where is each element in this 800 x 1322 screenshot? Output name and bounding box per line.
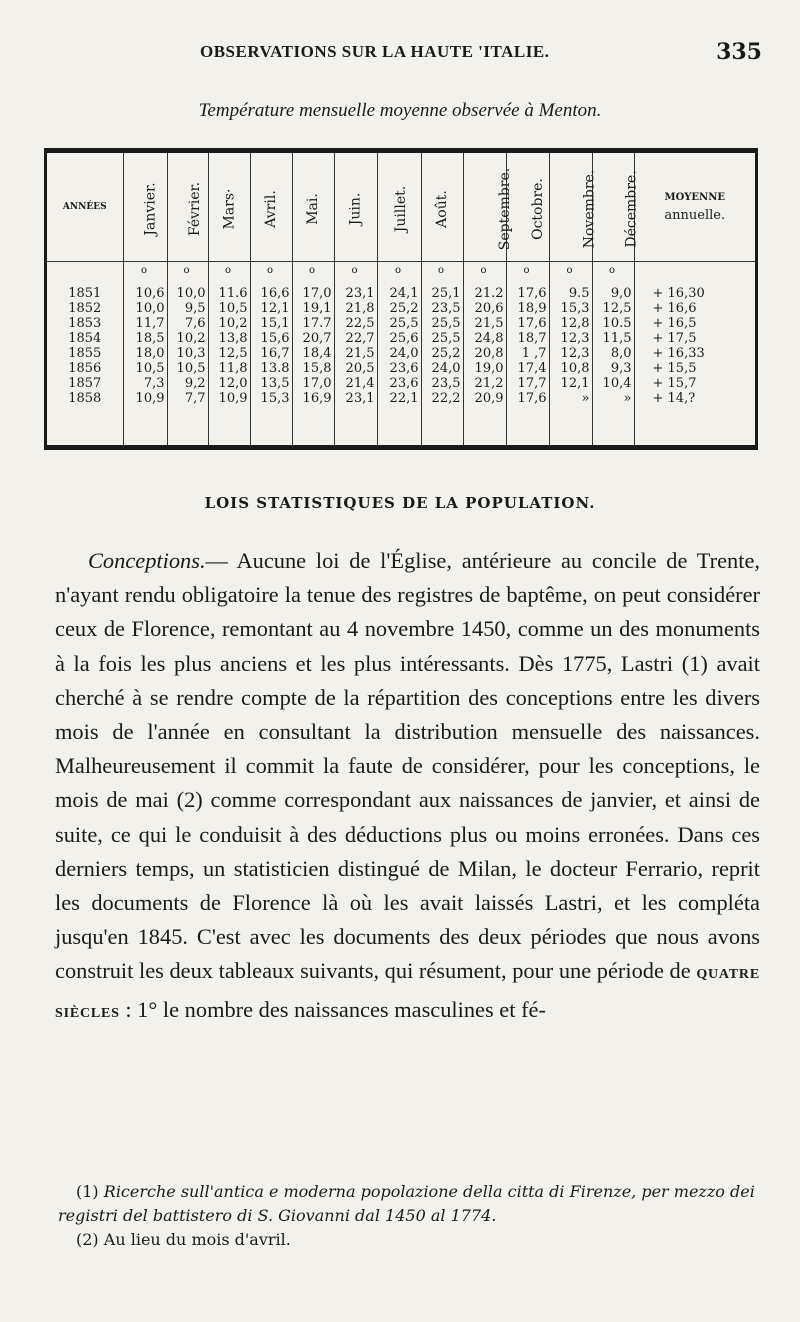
- table-cell: 19,1: [302, 301, 332, 316]
- footnote-1-marker: (1): [76, 1182, 99, 1201]
- mean-column: [634, 278, 755, 445]
- month-column: [292, 278, 334, 445]
- month-column: [377, 278, 421, 445]
- table-cell: 23,6: [389, 376, 419, 391]
- table-cell: 1 ,7: [521, 346, 547, 361]
- table-cell: 25,6: [389, 331, 419, 346]
- table-cell: »: [581, 391, 590, 406]
- table-cell: 24,1: [389, 286, 419, 301]
- table-cell: 20,5: [345, 361, 375, 376]
- table-cell: 17.7: [302, 316, 332, 331]
- table-cell: 25,5: [431, 316, 461, 331]
- page-number: 335: [716, 39, 762, 65]
- table-cell: 7,7: [184, 391, 206, 406]
- table-cell: 10,6: [135, 286, 165, 301]
- month-label: Août.: [433, 189, 450, 228]
- degree-mark: o: [167, 262, 208, 279]
- month-column: [421, 278, 463, 445]
- table-cell: 16,7: [260, 346, 290, 361]
- degree-mark: o: [292, 262, 334, 279]
- table-cell: 22,2: [431, 391, 461, 406]
- footnotes: [58, 1180, 758, 1252]
- month-label: Décembre.: [623, 169, 640, 248]
- month-label: Mars·: [221, 187, 238, 230]
- table-cell: 10,8: [560, 361, 590, 376]
- table-cell: 20,9: [474, 391, 504, 406]
- month-column: [463, 278, 506, 445]
- years-column: [47, 278, 123, 445]
- table-cell: 17,4: [517, 361, 547, 376]
- paragraph-text-2: : 1° le nombre des naissances masculines et fé-: [125, 996, 546, 1022]
- footnote-1-text: Ricerche sull'antica e moderna popolazione della citta di Firenze, per mezzo dei registri del battistero di S. Giovanni dal 1450 al 1774.: [58, 1182, 755, 1225]
- table-cell: 10,0: [176, 286, 206, 301]
- table-cell: 22,1: [389, 391, 419, 406]
- table-cell: 1853: [68, 316, 102, 331]
- table-cell: 9,5: [184, 301, 206, 316]
- table-cell: 15,6: [260, 331, 290, 346]
- table-cell: + 17,5: [652, 331, 697, 346]
- table-cell: 12,1: [560, 376, 590, 391]
- table-cell: 23,5: [431, 301, 461, 316]
- table-cell: 11,5: [602, 331, 632, 346]
- month-label: Avril.: [263, 189, 279, 228]
- month-label: Février.: [186, 181, 203, 236]
- table-cell: + 14,?: [652, 391, 696, 406]
- table-cell: 12,3: [560, 346, 590, 361]
- table-cell: 10,9: [218, 391, 248, 406]
- table-cell: 23,1: [345, 286, 375, 301]
- table-cell: + 16,5: [652, 316, 697, 331]
- table-cell: 10,5: [135, 361, 165, 376]
- month-column-header: [123, 153, 167, 262]
- table-cell: 1855: [68, 346, 102, 361]
- paragraph-text-1: — Aucune loi de l'Église, antérieure au concile de Trente, n'ayant rendu obligatoire la tenue des registres de baptême, on peut considérer ceux de Florence, remontant au 4 novembre 1450, comme un des monuments à la fois les plus anciens et les plus intéressants. Dès 1775, Lastri (1) avait cherché à se rendre compte de la répartition des conceptions entre les divers mois de l'année en consultant la distribution mensuelle des naissances. Malheureusement il commit la faute de considérer, pour les conceptions, le mois de mai (2) comme correspondant aux naissances de janvier, et ainsi de suite, ce qui le conduisit à des déductions plus ou moins erronées. Dans ces derniers temps, un statisticien distingué de Milan, le docteur Ferrario, reprit les documents de Florence là où les avait laissés Lastri, et les compléta jusqu'en 1845. C'est avec les documents des deux périodes que nous avons construit les deux tableaux suivants, qui résument, pour une période de: [55, 548, 760, 984]
- table-cell: 15,3: [560, 301, 590, 316]
- table-cell: 21.2: [474, 286, 504, 301]
- month-column-header: [334, 153, 377, 262]
- month-column-header: [208, 153, 250, 262]
- table-cell: 1858: [68, 391, 102, 406]
- table-cell: 11,8: [218, 361, 248, 376]
- month-column: [334, 278, 377, 445]
- month-label: Juin.: [347, 192, 364, 225]
- degree-mark: o: [549, 262, 592, 279]
- table-cell: 15,3: [260, 391, 290, 406]
- table-cell: 1856: [68, 361, 102, 376]
- table-cell: 18,0: [135, 346, 165, 361]
- body-paragraph: [55, 544, 760, 1031]
- degree-mark: o: [250, 262, 292, 279]
- table-cell: 13,8: [218, 331, 248, 346]
- table-cell: 18,9: [517, 301, 547, 316]
- table-cell: 10,4: [602, 376, 632, 391]
- table-cell: 21,5: [345, 346, 375, 361]
- table-cell: 18,7: [517, 331, 547, 346]
- degree-mark: o: [123, 262, 167, 279]
- month-label: Octobre.: [529, 177, 546, 240]
- table-cell: 9,0: [610, 286, 632, 301]
- table-cell: 13,5: [260, 376, 290, 391]
- temperature-table: [44, 148, 758, 450]
- degree-cell-empty: [47, 262, 123, 279]
- table-cell: 20,6: [474, 301, 504, 316]
- degree-mark: o: [377, 262, 421, 279]
- table-cell: 10,5: [218, 301, 248, 316]
- table-cell: 7,3: [143, 376, 165, 391]
- table-cell: 17,6: [517, 286, 547, 301]
- table-cell: 10,9: [135, 391, 165, 406]
- table-cell: 1851: [68, 286, 102, 301]
- degree-row: [47, 262, 755, 279]
- table-cell: 12,5: [602, 301, 632, 316]
- table-cell: 18,4: [302, 346, 332, 361]
- running-header: [50, 39, 770, 70]
- table-cell: 9.5: [568, 286, 590, 301]
- section-title: LOIS STATISTIQUES DE LA POPULATION.: [204, 494, 596, 512]
- table-cell: 15,1: [260, 316, 290, 331]
- month-label: Mai.: [304, 192, 321, 225]
- table-cell: 1852: [68, 301, 102, 316]
- month-column-header: [592, 153, 640, 262]
- table-cell: 10,2: [218, 316, 248, 331]
- month-label: Juillet.: [392, 185, 409, 232]
- footnote-2-marker: (2): [76, 1230, 99, 1249]
- month-column: [549, 278, 592, 445]
- table-cell: 25,5: [389, 316, 419, 331]
- table-cell: + 16,33: [652, 346, 705, 361]
- table-cell: 25,5: [431, 331, 461, 346]
- month-column: [167, 278, 208, 445]
- degree-mark: o: [208, 262, 250, 279]
- table-cell: 24,8: [474, 331, 504, 346]
- month-column: [506, 278, 549, 445]
- table-cell: 8,0: [610, 346, 632, 361]
- degree-mark: o: [421, 262, 463, 279]
- table-cell: 25,1: [431, 286, 461, 301]
- mean-header-label: MOYENNE: [664, 192, 725, 203]
- table-cell: 17,7: [517, 376, 547, 391]
- table-cell: 10,0: [135, 301, 165, 316]
- table-cell: 25,2: [431, 346, 461, 361]
- table-cell: 17,6: [517, 316, 547, 331]
- footnote-2: [58, 1228, 758, 1252]
- degree-mark: o: [592, 262, 634, 279]
- table-cell: 7,6: [184, 316, 206, 331]
- table-cell: 9,2: [184, 376, 206, 391]
- table-cell: 1857: [68, 376, 102, 391]
- table-cell: 19,0: [474, 361, 504, 376]
- table-cell: 18,5: [135, 331, 165, 346]
- table-cell: »: [623, 391, 632, 406]
- table-cell: 22,5: [345, 316, 375, 331]
- body-text: [55, 544, 760, 1031]
- mean-header-sublabel: annuelle.: [664, 208, 726, 223]
- table-cell: 17,6: [517, 391, 547, 406]
- degree-mark: o: [334, 262, 377, 279]
- table-cell: 21,2: [474, 376, 504, 391]
- table-cell: 17,0: [302, 376, 332, 391]
- mean-column-header: [634, 153, 755, 262]
- month-column-header: [167, 153, 208, 262]
- month-column-header: [549, 153, 597, 262]
- table-cell: 10,2: [176, 331, 206, 346]
- table-caption: Température mensuelle moyenne observée à Menton.: [198, 100, 602, 121]
- table-cell: 21,8: [345, 301, 375, 316]
- month-column-header: [250, 153, 292, 262]
- table-cell: 11.6: [218, 286, 248, 301]
- table-cell: 12,1: [260, 301, 290, 316]
- table-cell: + 16,30: [652, 286, 705, 301]
- table-cell: 16,6: [260, 286, 290, 301]
- table-cell: + 15,5: [652, 361, 697, 376]
- table-cell: 20,7: [302, 331, 332, 346]
- degree-cell-empty: [634, 262, 755, 279]
- table-cell: 1854: [68, 331, 102, 346]
- table-cell: + 16,6: [652, 301, 697, 316]
- month-column-header: [292, 153, 334, 262]
- table-cell: 9,3: [610, 361, 632, 376]
- table-cell: 10,5: [176, 361, 206, 376]
- table-cell: 24,0: [431, 361, 461, 376]
- table-cell: 25,2: [389, 301, 419, 316]
- table-cell: 17,0: [302, 286, 332, 301]
- month-column: [250, 278, 292, 445]
- table-cell: 12,3: [560, 331, 590, 346]
- table-cell: 23,6: [389, 361, 419, 376]
- month-column: [123, 278, 167, 445]
- table-cell: 21,5: [474, 316, 504, 331]
- table-data-row: [47, 278, 755, 445]
- table-cell: 12,5: [218, 346, 248, 361]
- table-cell: 11,7: [135, 316, 165, 331]
- table-cell: 23,1: [345, 391, 375, 406]
- table-cell: 22,7: [345, 331, 375, 346]
- table-cell: 23,5: [431, 376, 461, 391]
- table-cell: 10,3: [176, 346, 206, 361]
- table-cell: 15,8: [302, 361, 332, 376]
- years-column-header: ANNÉES: [47, 153, 123, 262]
- table-cell: 13.8: [260, 361, 290, 376]
- month-column-header: [377, 153, 421, 262]
- small-caps-text: QUATRE SIÈCLES: [55, 967, 760, 1021]
- table-cell: + 15,7: [652, 376, 697, 391]
- table-cell: 24,0: [389, 346, 419, 361]
- footnote-1: [58, 1180, 758, 1228]
- paragraph-lead: Conceptions.: [88, 548, 206, 573]
- degree-mark: o: [506, 262, 549, 279]
- degree-mark: o: [463, 262, 506, 279]
- month-column: [208, 278, 250, 445]
- month-column-header: [463, 153, 513, 262]
- table-cell: 12,8: [560, 316, 590, 331]
- table-cell: 16,9: [302, 391, 332, 406]
- month-label: Novembre.: [580, 169, 597, 248]
- footnote-2-text: Au lieu du mois d'avril.: [103, 1230, 291, 1249]
- table-cell: 20,8: [474, 346, 504, 361]
- running-title: OBSERVATIONS SUR LA HAUTE 'ITALIE.: [200, 42, 550, 61]
- table-cell: 12,0: [218, 376, 248, 391]
- table-cell: 21,4: [345, 376, 375, 391]
- month-label: Janvier.: [142, 181, 159, 236]
- table-cell: 10.5: [602, 316, 632, 331]
- month-label: Septembre.: [496, 167, 513, 250]
- month-column: [592, 278, 634, 445]
- month-column-header: [421, 153, 463, 262]
